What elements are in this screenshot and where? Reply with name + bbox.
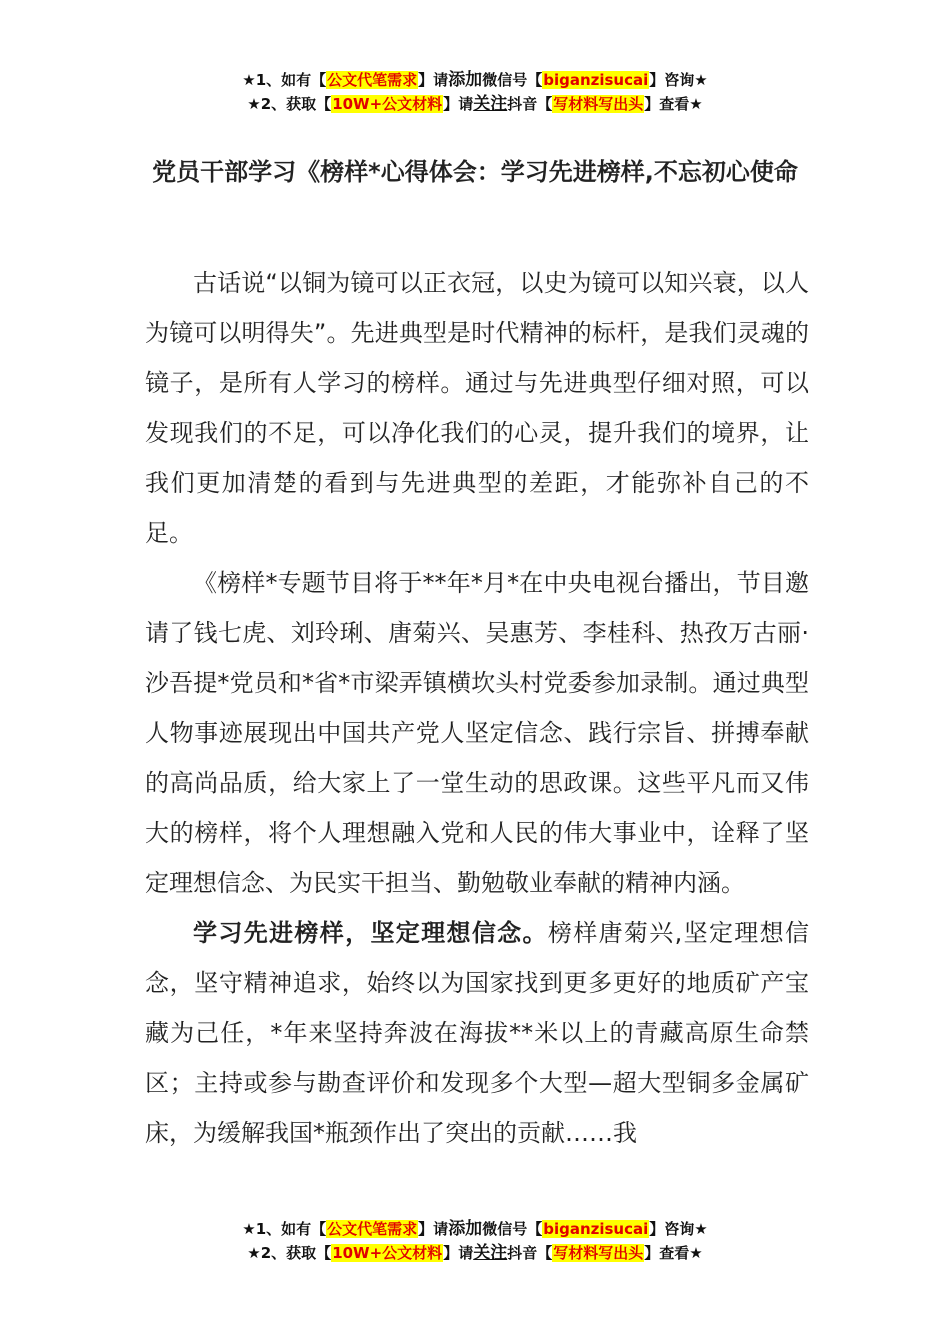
highlight-douyin-account: 写材料写出头 <box>553 1244 644 1262</box>
banner-line-2: ★2、获取【10W+公文材料】请关注抖音【写材料写出头】查看★ <box>247 94 703 114</box>
banner-line-2: ★2、获取【10W+公文材料】请关注抖音【写材料写出头】查看★ <box>247 1243 703 1263</box>
highlight-materials: 10W+公文材料 <box>332 95 443 113</box>
highlight-service: 公文代笔需求 <box>327 1220 418 1238</box>
paragraph-3: 学习先进榜样，坚定理想信念。榜样唐菊兴,坚定理想信念，坚守精神追求，始终以为国家找到更多更好的地质矿产宝藏为己任，*年来坚持奔波在海拔**米以上的青藏高原生命禁区；主持或参与勘查评价和发现多个大型—超大型铜多金属矿床，为缓解我国*瓶颈作出了突出的贡献……我 <box>145 919 810 1147</box>
banner-line-1: ★1、如有【公文代笔需求】请添加微信号【biganzisucai】咨询★ <box>242 70 708 90</box>
highlight-wechat-id: biganzisucai <box>543 71 649 89</box>
highlight-douyin-account: 写材料写出头 <box>553 95 644 113</box>
highlight-wechat-id: biganzisucai <box>543 1220 649 1238</box>
footer-banner <box>0 1217 950 1265</box>
banner-line-1: ★1、如有【公文代笔需求】请添加微信号【biganzisucai】咨询★ <box>242 1219 708 1239</box>
highlight-materials: 10W+公文材料 <box>332 1244 443 1262</box>
paragraph-2: 《榜样*专题节目将于**年*月*在中央电视台播出，节目邀请了钱七虎、刘玲琍、唐菊兴、吴惠芳、李桂科、热孜万古丽·沙吾提*党员和*省*市梁弄镇横坎头村党委参加录制。通过典型人物事迹展现出中国共产党人坚定信念、践行宗旨、拼搏奉献的高尚品质，给大家上了一堂生动的思政课。这些平凡而又伟大的榜样，将个人理想融入党和人民的伟大事业中，诠释了坚定理想信念、为民实干担当、勤勉敬业奉献的精神内涵。 <box>145 569 809 897</box>
highlight-service: 公文代笔需求 <box>327 71 418 89</box>
document-title: 党员干部学习《榜样*心得体会：学习先进榜样,不忘初心使命 <box>152 158 798 186</box>
document-body <box>145 258 809 1158</box>
paragraph-1: 古话说“以铜为镜可以正衣冠，以史为镜可以知兴衰，以人为镜可以明得失”。先进典型是时代精神的标杆，是我们灵魂的镜子，是所有人学习的榜样。通过与先进典型仔细对照，可以发现我们的不足，可以净化我们的心灵，提升我们的境界，让我们更加清楚的看到与先进典型的差距，才能弥补自己的不足。 <box>145 269 809 547</box>
header-banner <box>0 68 950 116</box>
paragraph-lead-heading: 学习先进榜样，坚定理想信念。 <box>193 919 548 947</box>
